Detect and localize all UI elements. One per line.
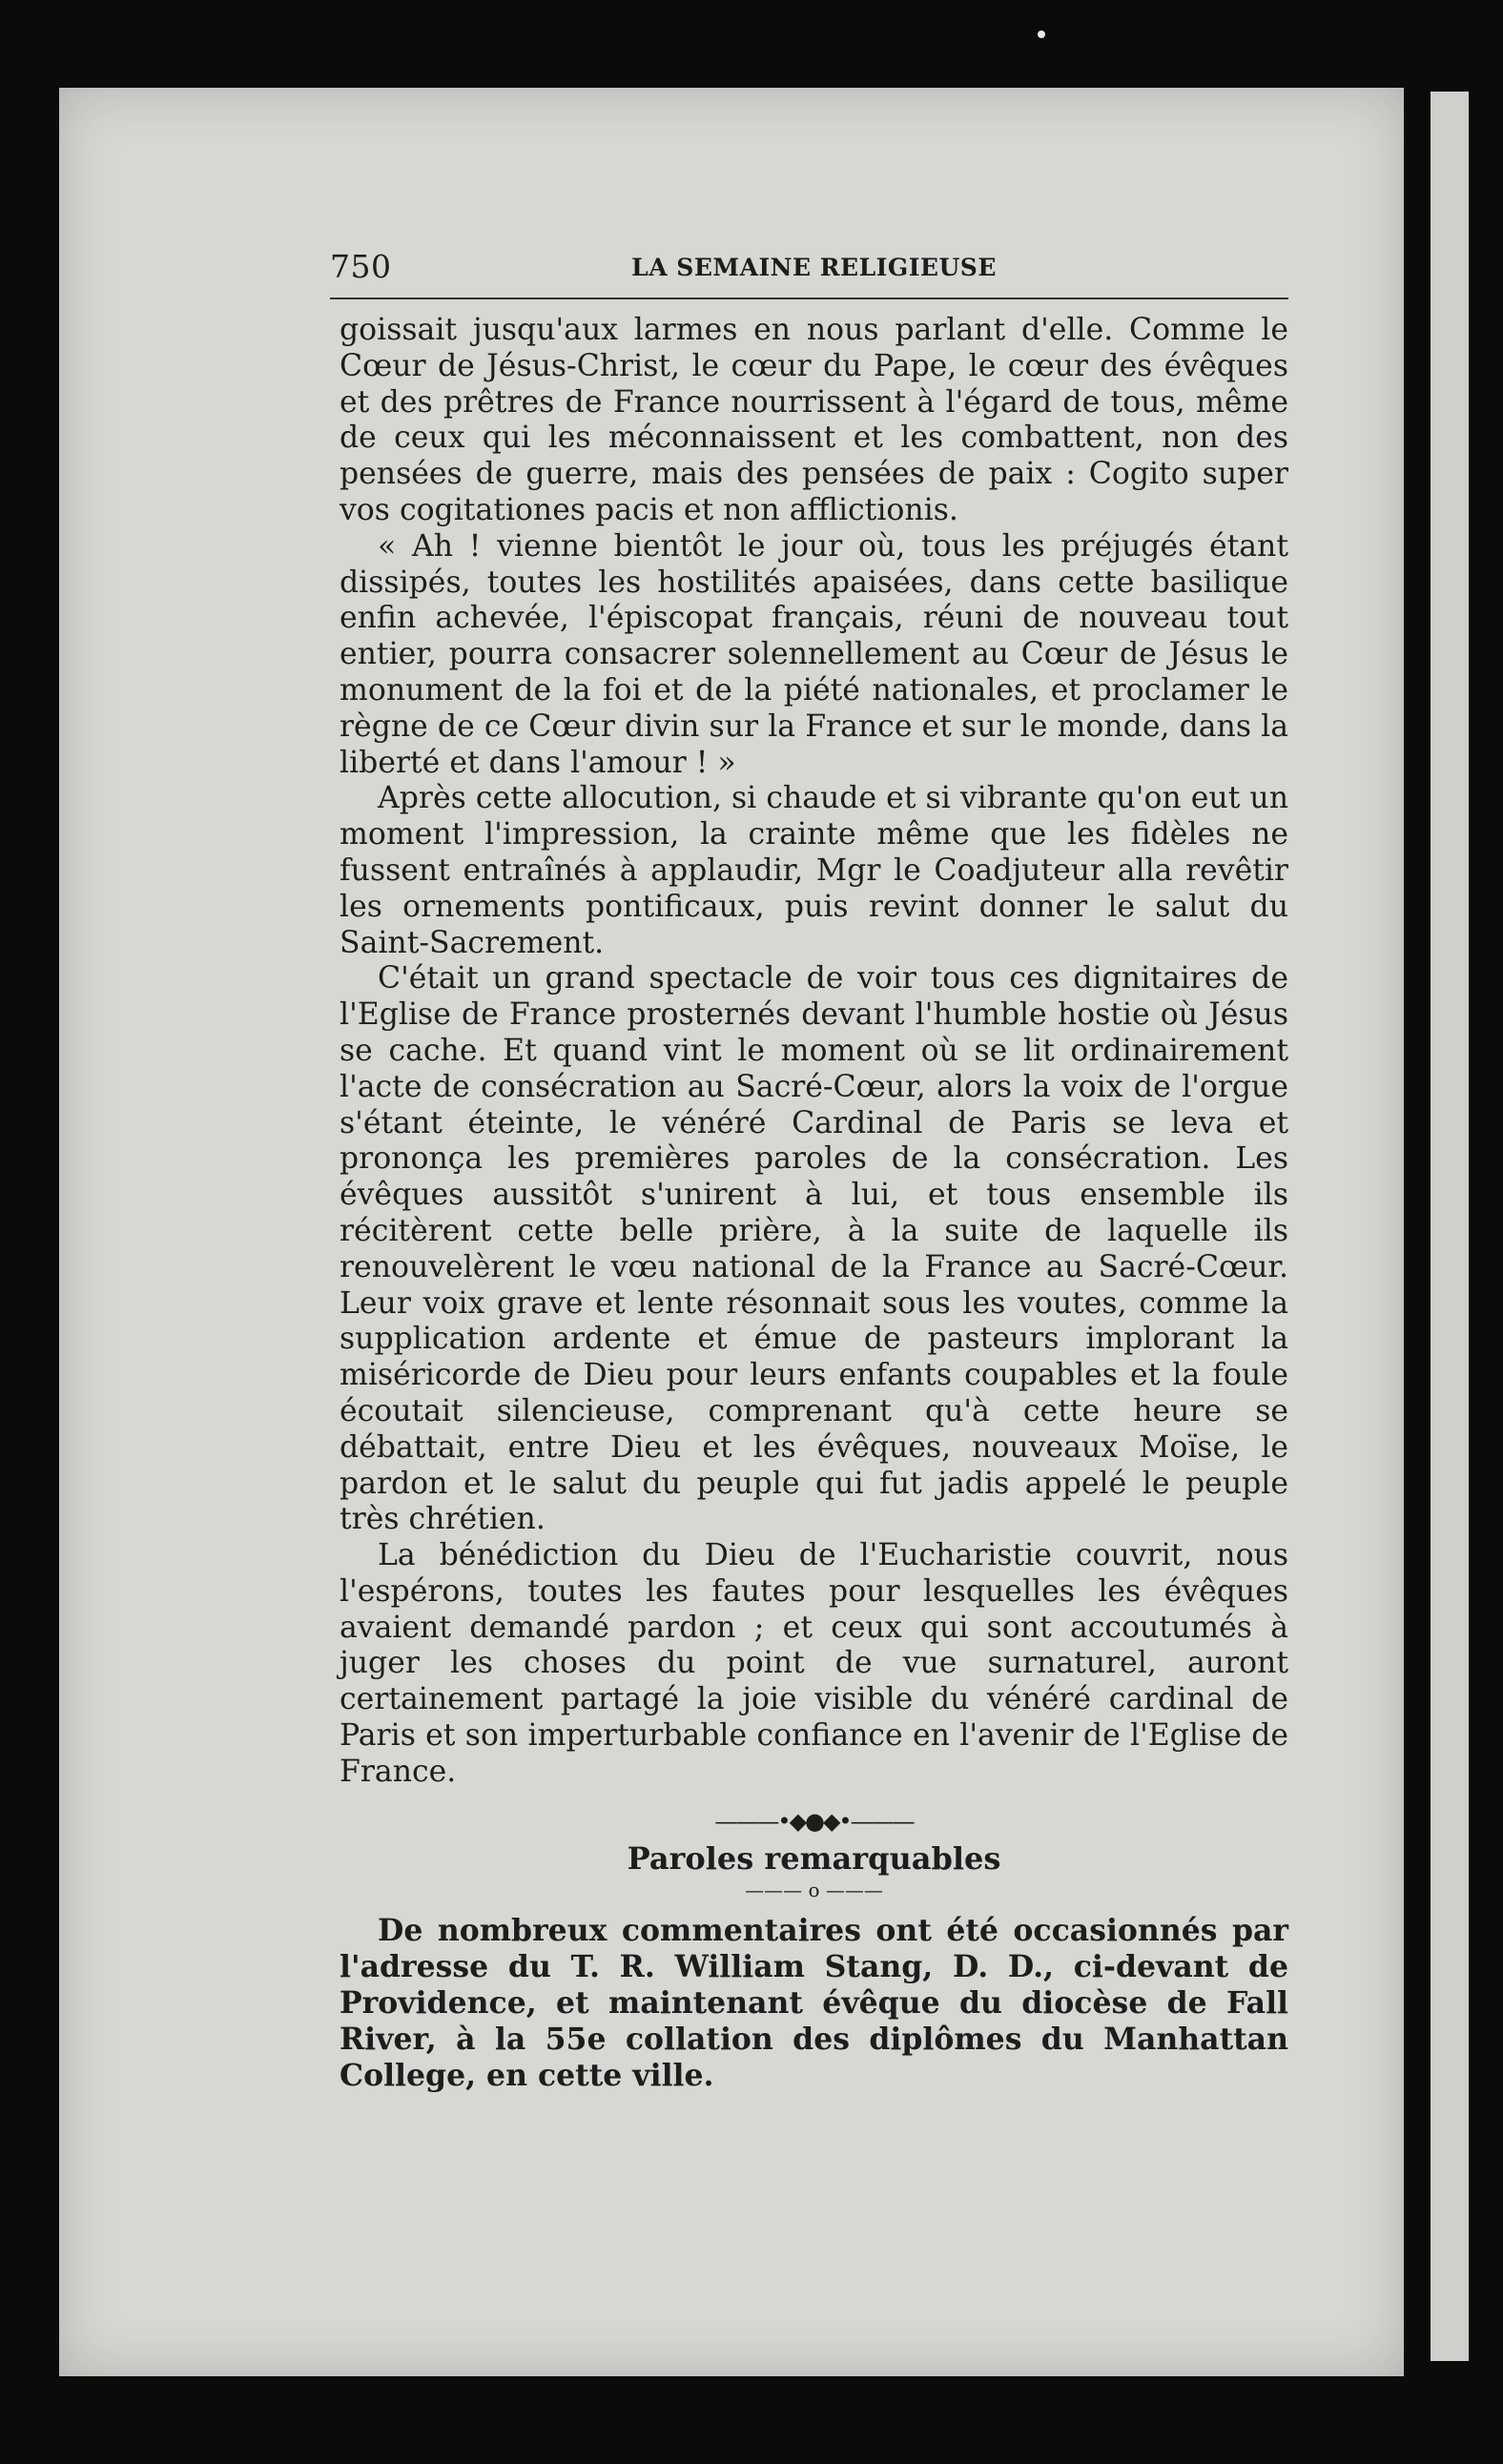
page-text-block [330, 248, 1288, 2094]
header-rule [330, 298, 1288, 299]
running-title: LA SEMAINE RELIGIEUSE [631, 254, 997, 281]
paragraph-5: La bénédiction du Dieu de l'Eucharistie couvrit, nous l'espérons, toutes les fautes pour lesquelles les évêques avaient demandé pardon ; et ceux qui sont accoutumés à juger les choses du point de vue surnaturel, auront certainement partagé la joie visible du vénéré cardinal de Paris et son imperturbable confiance en l'avenir de l'Eglise de France. [340, 1538, 1288, 1789]
section-lead-paragraph: De nombreux commentaires ont été occasionnés par l'adresse du T. R. William Stang, D. D., ci-devant de Providence, et maintenant évêque du diocèse de Fall River, à la 55e collation des diplômes du Manhattan College, en cette ville. [340, 1912, 1288, 2093]
paragraph-1: goissait jusqu'aux larmes en nous parlant d'elle. Comme le Cœur de Jésus-Christ, le cœur du Pape, le cœur des évêques et des prêtres de France nourrissent à l'égard de tous, même de ceux qui les méconnaissent et les combattent, non des pensées de guerre, mais des pensées de paix : Cogito super vos cogitationes pacis et non afflictionis. [340, 313, 1288, 527]
paragraph-4: C'était un grand spectacle de voir tous ces dignitaires de l'Eglise de France prosternés devant l'humble hostie où Jésus se cache. Et quand vint le moment où se lit ordinairement l'acte de consécration au Sacré-Cœur, alors la voix de l'orgue s'étant éteinte, le vénéré Cardinal de Paris se leva et prononça les premières paroles de la consécration. Les évêques aussitôt s'unirent à lui, et tous ensemble ils récitèrent cette belle prière, à la suite de laquelle ils renouvelèrent le vœu national de la France au Sacré-Cœur. Leur voix grave et lente résonnait sous les voutes, comme la supplication ardente et émue de pasteurs implorant la miséricorde de Dieu pour leurs enfants coupables et la foule écoutait silencieuse, comprenant qu'à cette heure se débattait, entre Dieu et les évêques, nouveaux Moïse, le pardon et le salut du peuple qui fut jadis appelé le peuple très chrétien. [340, 961, 1288, 1537]
adjacent-page-edge [1431, 92, 1469, 2361]
section-ornament: ———•◆●◆•——— [714, 1807, 914, 1835]
paragraph-2: « Ah ! vienne bientôt le jour où, tous les préjugés étant dissipés, toutes les hostilités apaisées, dans cette basilique enfin achevée, l'épiscopat français, réuni de nouveau tout entier, pourra consacrer solennellement au Cœur de Jésus le monument de la foi et de la piété nationales, et proclamer le règne de ce Cœur divin sur la France et sur le monde, dans la liberté et dans l'amour ! » [340, 528, 1288, 780]
section-title: Paroles remarquables [627, 1839, 1001, 1877]
running-head [330, 248, 1288, 290]
section-divider: ——— o ——— [745, 1878, 883, 1901]
page-number: 750 [330, 248, 392, 285]
dust-speck [1038, 31, 1045, 38]
paragraph-3: Après cette allocution, si chaude et si vibrante qu'on eut un moment l'impression, la crainte même que les fidèles ne fussent entraînés à applaudir, Mgr le Coadjuteur alla revêtir les ornements pontificaux, puis revint donner le salut du Saint-Sacrement. [340, 781, 1288, 960]
